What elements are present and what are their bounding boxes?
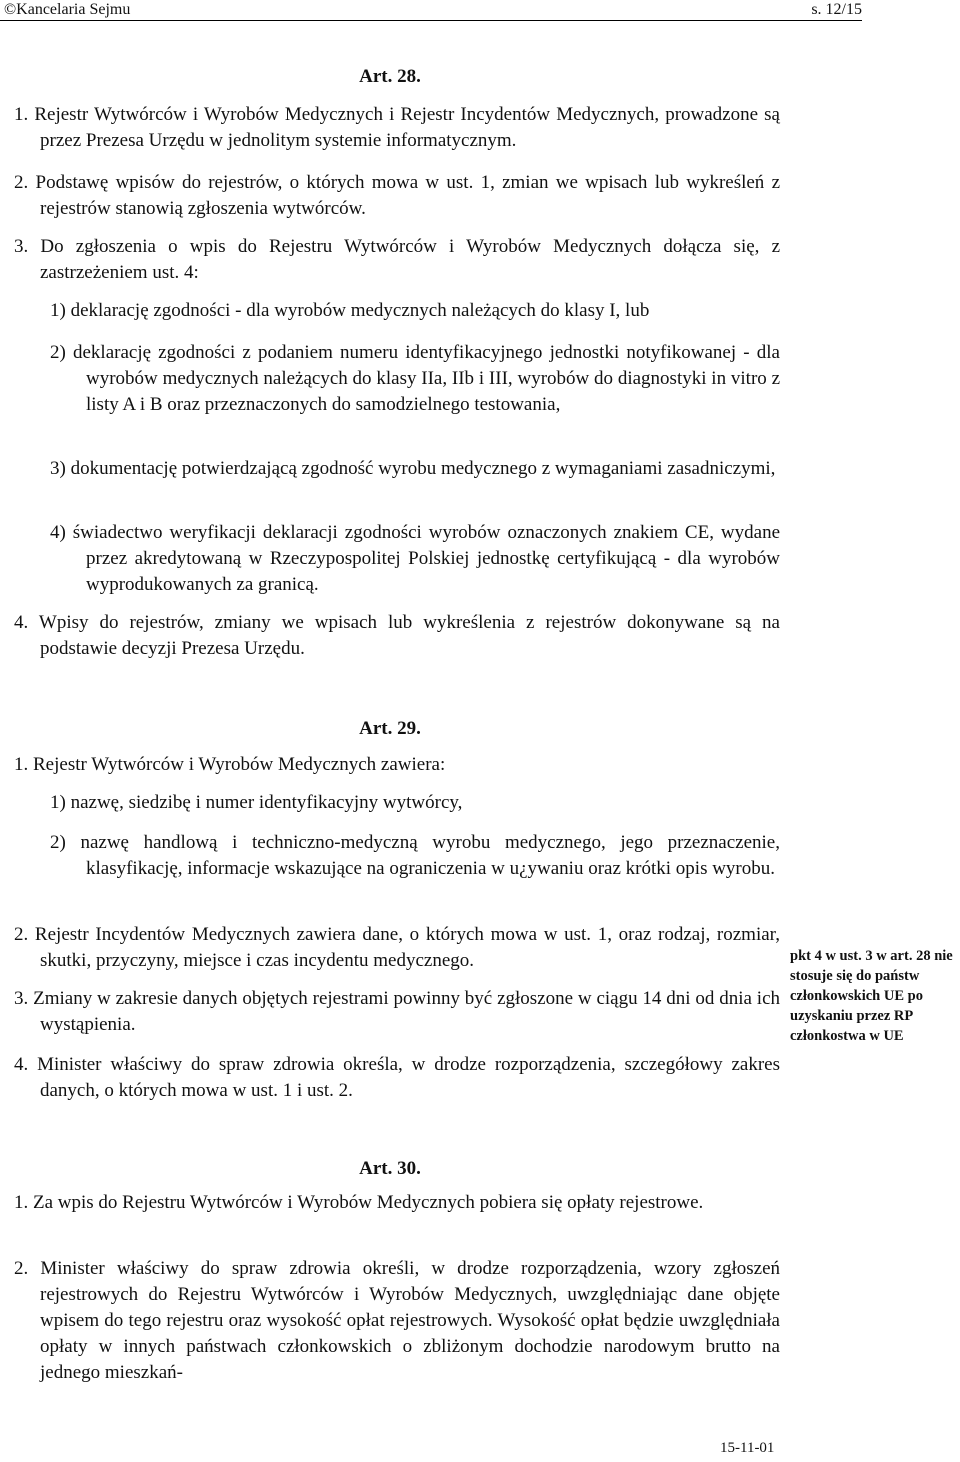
art30-paragraph-2 — [14, 1256, 780, 1386]
art28-item-1 — [50, 298, 780, 324]
art28-paragraph-1 — [14, 102, 780, 154]
footer-date: 15-11-01 — [720, 1440, 775, 1456]
article-28-title: Art. 28. — [359, 66, 421, 87]
article-29-title: Art. 29. — [359, 718, 421, 739]
art28-paragraph-4-text: 4. Wpisy do rejestrów, zmiany we wpisach lub wykreślenia z rejestrów dokonywane są na podstawie decyzji Prezesa Urzędu. — [14, 612, 780, 659]
art29-paragraph-3 — [14, 986, 780, 1038]
art29-paragraph-4 — [14, 1052, 780, 1104]
art28-paragraph-4 — [14, 610, 780, 662]
art28-item-3 — [50, 456, 780, 482]
page-number: s. 12/15 — [811, 1, 862, 18]
art29-paragraph-4-text: 4. Minister właściwy do spraw zdrowia określa, w drodze rozporządzenia, szczegółowy zakres danych, o których mowa w ust. 1 i ust. 2. — [14, 1054, 780, 1101]
art28-item-2-text: 2) deklarację zgodności z podaniem numeru identyfikacyjnego jednostki notyfikowanej - dla wyrobów medycznych należących do klasy IIa, IIb i III, wyrobów do diagnostyki in vitro z listy A i B oraz przeznaczonych do samodzielnego testowania, — [50, 342, 780, 415]
art29-paragraph-3-text: 3. Zmiany w zakresie danych objętych rejestrami powinny być zgłoszone w ciągu 14 dni od dnia ich wystąpienia. — [14, 988, 780, 1035]
art28-paragraph-2 — [14, 170, 780, 222]
art29-item-2 — [50, 830, 780, 882]
art29-paragraph-2 — [14, 922, 780, 974]
art29-paragraph-1 — [14, 752, 780, 778]
art30-paragraph-1-text: 1. Za wpis do Rejestru Wytwórców i Wyrobów Medycznych pobiera się opłaty rejestrowe. — [14, 1192, 704, 1213]
art28-item-4 — [50, 520, 780, 598]
margin-note: pkt 4 w ust. 3 w art. 28 nie stosuje się do państw członkowskich UE po uzyskaniu przez RP członkostwa w UE — [790, 948, 953, 1044]
art28-item-4-text: 4) świadectwo weryfikacji deklaracji zgodności wyrobów oznaczonych znakiem CE, wydane przez akredytowaną w Rzeczypospolitej Polskiej jednostkę certyfikującą - dla wyrobów wyprodukowanych za granicą. — [50, 522, 780, 595]
art29-item-2-text: 2) nazwę handlową i techniczno-medyczną wyrobu medycznego, jego przeznaczenie, klasyfikację, informacje wskazujące na ograniczenia w u¿ywaniu oraz krótki opis wyrobu. — [50, 832, 780, 879]
art28-item-3-text: 3) dokumentację potwierdzającą zgodność wyrobu medycznego z wymaganiami zasadniczymi, — [50, 458, 776, 479]
header-divider — [0, 20, 862, 21]
art28-paragraph-3 — [14, 234, 780, 286]
article-30-title: Art. 30. — [359, 1158, 421, 1179]
art29-item-1-text: 1) nazwę, siedzibę i numer identyfikacyjny wytwórcy, — [50, 792, 463, 813]
art28-paragraph-3-text: 3. Do zgłoszenia o wpis do Rejestru Wytwórców i Wyrobów Medycznych dołącza się, z zastrzeżeniem ust. 4: — [14, 236, 780, 283]
art30-paragraph-2-text: 2. Minister właściwy do spraw zdrowia określi, w drodze rozporządzenia, wzory zgłoszeń rejestrowych do Rejestru Wytwórców i Wyrobów Medycznych, uwzględniając dane objęte wpisem do tego rejestru oraz wysokość opłat rejestrowych. Wysokość opłat będzie uwzględniała opłaty w innych państwach członkowskich o zbliżonym dochodzie narodowym brutto na jednego mieszkań- — [14, 1258, 780, 1383]
art28-item-1-text: 1) deklarację zgodności - dla wyrobów medycznych należących do klasy I, lub — [50, 300, 650, 321]
art29-item-1 — [50, 790, 780, 816]
art30-paragraph-1 — [14, 1190, 780, 1216]
art29-paragraph-2-text: 2. Rejestr Incydentów Medycznych zawiera dane, o których mowa w ust. 1, oraz rodzaj, rozmiar, skutki, przyczyny, miejsce i czas incydentu medycznego. — [14, 924, 780, 971]
header-source: ©Kancelaria Sejmu — [4, 1, 131, 18]
art28-paragraph-2-text: 2. Podstawę wpisów do rejestrów, o których mowa w ust. 1, zmian we wpisach lub wykreśleń z rejestrów stanowią zgłoszenia wytwórców. — [14, 172, 780, 219]
art28-paragraph-1-text: 1. Rejestr Wytwórców i Wyrobów Medycznych i Rejestr Incydentów Medycznych, prowadzone są przez Prezesa Urzędu w jednolitym systemie informatycznym. — [14, 104, 780, 151]
art28-item-2 — [50, 340, 780, 418]
art29-paragraph-1-text: 1. Rejestr Wytwórców i Wyrobów Medycznych zawiera: — [14, 754, 446, 775]
